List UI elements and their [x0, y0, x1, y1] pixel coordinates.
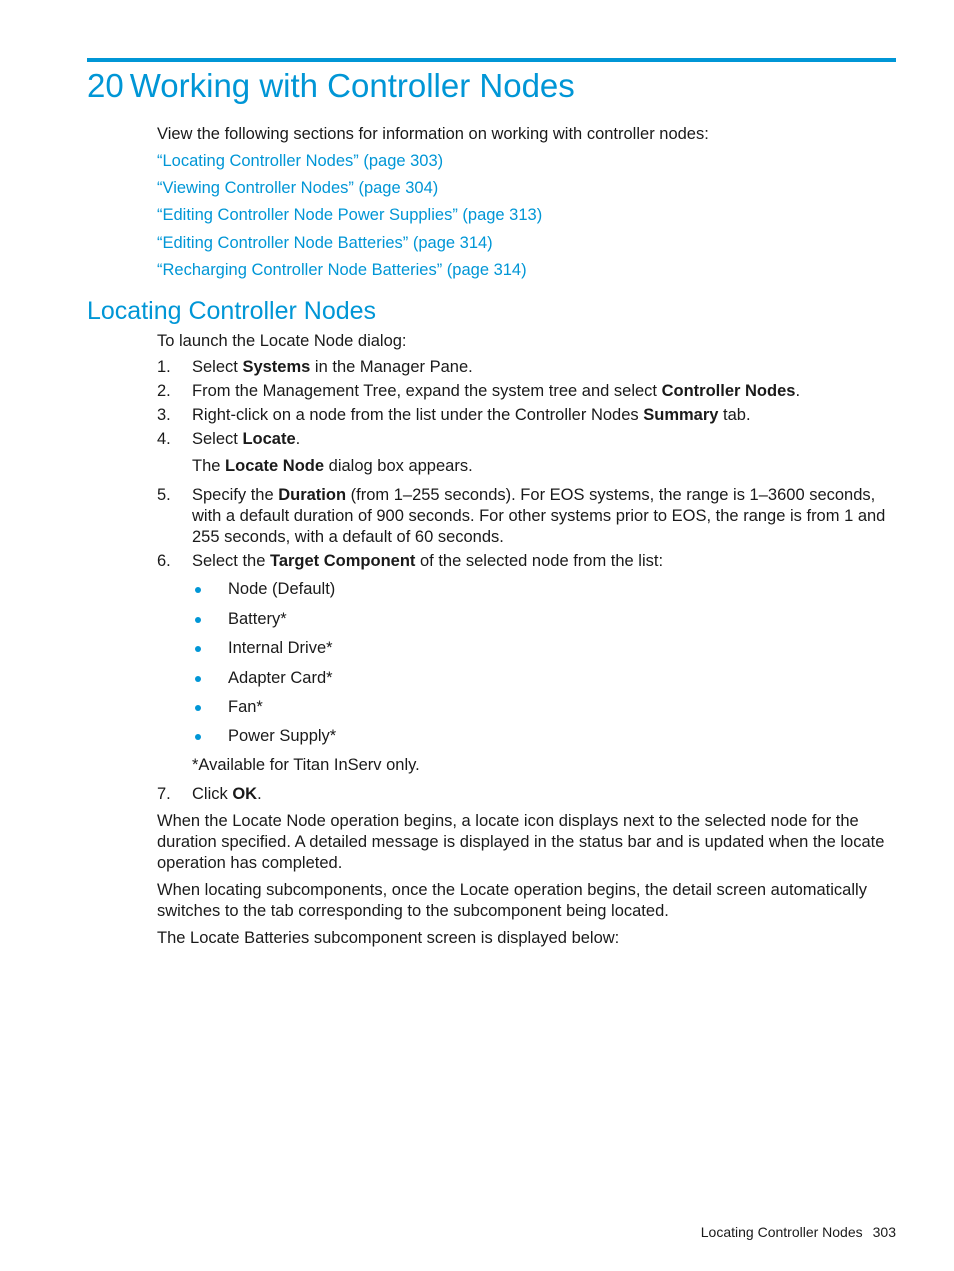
page-number: 303 — [872, 1224, 896, 1240]
link-viewing-controller-nodes[interactable]: “Viewing Controller Nodes” (page 304) — [157, 179, 439, 198]
ui-term: Controller Nodes — [661, 382, 796, 400]
step-number: 6. — [157, 552, 171, 570]
step-number: 4. — [157, 430, 171, 448]
bullet-icon — [195, 646, 201, 652]
step-4-note: The Locate Node dialog box appears. — [192, 457, 473, 475]
ui-term: Systems — [242, 358, 311, 376]
step-number: 5. — [157, 486, 171, 504]
link-locating-controller-nodes[interactable]: “Locating Controller Nodes” (page 303) — [157, 152, 444, 170]
step-number: 1. — [157, 358, 171, 376]
step-number: 2. — [157, 382, 171, 400]
ui-term: Locate — [242, 430, 296, 448]
chapter-rule — [87, 58, 896, 62]
bullet-icon — [195, 587, 201, 593]
ui-term: Summary — [643, 406, 719, 424]
paragraph-batteries-screen: The Locate Batteries subcomponent screen is displayed below: — [157, 929, 620, 947]
step-number: 3. — [157, 406, 171, 424]
section-links — [157, 150, 542, 286]
ui-term: Duration — [278, 486, 347, 504]
section-title: Locating Controller Nodes — [87, 297, 377, 325]
bullet-icon — [195, 705, 201, 711]
bullet-icon — [195, 617, 201, 623]
paragraph-locate-operation: When the Locate Node operation begins, a locate icon displays next to the selected node for the duration specified. A detailed message is displayed in the status bar and is updated when the locate operation has completed. — [157, 812, 885, 872]
paragraph-subcomponents: When locating subcomponents, once the Locate operation begins, the detail screen automatically switches to the tab corresponding to the subcomponent being located. — [157, 881, 867, 920]
ui-term: Target Component — [269, 552, 416, 570]
link-recharging-batteries[interactable]: “Recharging Controller Node Batteries” (page 314) — [157, 260, 527, 279]
footnote: *Available for Titan InServ only. — [192, 756, 420, 774]
section-lead: To launch the Locate Node dialog: — [157, 332, 407, 350]
ui-term: OK — [232, 785, 258, 803]
footer-section: Locating Controller Nodes — [700, 1224, 863, 1240]
chapter-number: 20 — [87, 67, 124, 104]
step-number: 7. — [157, 785, 171, 803]
page-footer — [660, 1222, 896, 1242]
intro-text: View the following sections for information on working with controller nodes: — [157, 125, 709, 143]
ui-term: Locate Node — [225, 457, 325, 475]
bullet-icon — [195, 676, 201, 682]
chapter-title — [87, 64, 575, 108]
link-editing-power-supplies[interactable]: “Editing Controller Node Power Supplies” (page 313) — [157, 206, 543, 225]
chapter-title-text: Working with Controller Nodes — [129, 67, 575, 104]
link-editing-batteries[interactable]: “Editing Controller Node Batteries” (page 314) — [157, 233, 493, 252]
bullet-icon — [195, 734, 201, 740]
